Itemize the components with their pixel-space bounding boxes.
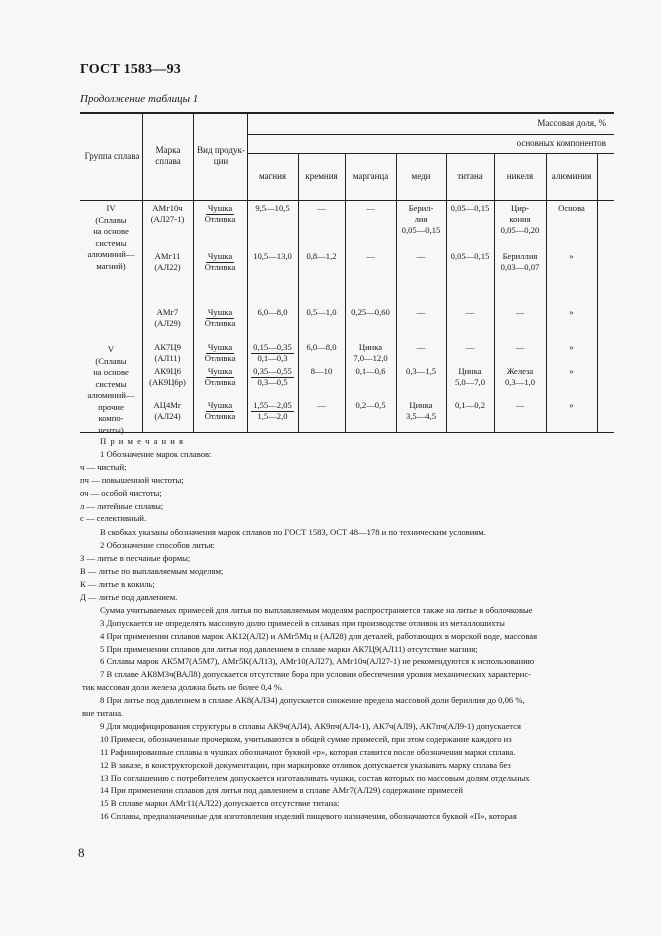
column-divider <box>597 153 598 432</box>
cell-al <box>546 400 597 411</box>
cell-value: — <box>366 251 375 261</box>
group-label-line: системы <box>95 378 127 389</box>
cell-cu <box>396 225 446 236</box>
cell-al <box>546 307 597 318</box>
cell-value: — <box>515 342 525 352</box>
product-kind-label: Чушка <box>207 342 233 352</box>
header-kind: Вид продук-ции <box>197 145 245 166</box>
cell-value: — <box>317 203 326 213</box>
product-kind-label: Отливка <box>204 353 236 363</box>
alloy-mark: (АК9Ц6р) <box>149 377 186 387</box>
note-line: 14 При применении сплавов для литья под давлением в сплаве АМг7(АЛ29) содержание примесей <box>100 785 463 796</box>
cell-ni <box>494 342 546 353</box>
cell-cu <box>396 214 446 225</box>
product-kind-label: Отливка <box>204 262 236 272</box>
alloy-mark: (АЛ24) <box>154 411 181 421</box>
cell-ti <box>446 342 494 353</box>
product-kind <box>193 377 247 388</box>
alloy-mark: АМг10ч <box>152 203 183 213</box>
note-line: 6 Сплавы марок АК5М7(А5М7), АМг5К(АЛ13), АМг10(АЛ27), АМг10ч(АЛ27-1) не рекомендуются к использованию <box>100 656 535 667</box>
note-line: В — литье по выплавляемым моделям; <box>80 566 224 577</box>
group-label-line: компо- <box>98 413 124 423</box>
cell-value: 0,3—0,5 <box>257 377 288 387</box>
cell-ti <box>446 366 494 377</box>
cell-si <box>298 366 345 377</box>
cell-ni <box>494 203 546 214</box>
header-nickel: никеля <box>506 171 534 181</box>
cell-mg <box>247 251 298 262</box>
cell-value: 0,05—0,15 <box>450 251 490 261</box>
cell-ni <box>494 262 546 273</box>
group-label-line: (Сплавы <box>95 355 127 366</box>
cell-ni <box>494 251 546 262</box>
product-kind <box>193 411 247 422</box>
note-line: 1 Обозначение марок сплавов: <box>100 448 212 459</box>
cell-al <box>546 342 597 353</box>
cell-ni <box>494 400 546 411</box>
header-silicon: кремния <box>305 171 338 181</box>
cell-ni <box>494 307 546 318</box>
alloy-mark: АМг7 <box>156 307 179 317</box>
note-line: Д — литье под давлением. <box>80 591 178 602</box>
product-kind <box>193 400 247 412</box>
product-kind-label: Чушка <box>207 251 233 261</box>
header-titanium: титана <box>457 171 483 181</box>
cell-ni <box>494 225 546 236</box>
group-label-line: системы <box>95 237 127 248</box>
cell-si <box>298 400 345 411</box>
header-copper: меди <box>411 171 431 181</box>
product-kind <box>193 307 247 319</box>
cell-value: Цинка <box>409 400 433 410</box>
cell-value: — <box>366 203 375 213</box>
note-line: 10 Примеси, обозначенные прочерком, учитываются в общей сумме примесей, при этом содержание каждого из <box>100 733 512 744</box>
cell-value: 8—10 <box>310 366 333 376</box>
cell-value: Цир- <box>511 203 529 213</box>
cell-cu <box>396 307 446 318</box>
group-label-line: V <box>107 344 115 354</box>
cell-ti <box>446 251 494 262</box>
header-mark: Марка сплава <box>155 145 181 166</box>
cell-value: — <box>465 307 475 317</box>
cell-value: Основа <box>558 203 585 213</box>
cell-cu <box>396 400 446 411</box>
page-number: 8 <box>78 845 85 860</box>
note-line: пч — повышенной чистоты; <box>80 474 184 485</box>
cell-mn <box>345 307 396 318</box>
note-line: 11 Рафинированные сплавы в чушках обозначают буквой «р», которая ставится после обозначения марки сплава. <box>100 746 516 757</box>
product-kind <box>193 342 247 354</box>
cell-cu <box>396 342 446 353</box>
product-kind-label: Отливка <box>204 318 236 328</box>
cell-value: » <box>569 400 574 410</box>
note-line: тик массовая доли железа должна быть не более 0,4 %. <box>82 682 284 693</box>
cell-value: » <box>569 366 574 376</box>
cell-value: — <box>515 307 525 317</box>
cell-value: 5,0—7,0 <box>454 377 486 387</box>
cell-cu <box>396 366 446 377</box>
note-line: 2 Обозначение способов литья: <box>100 540 215 551</box>
note-line: З — литье в песчаные формы; <box>80 553 191 564</box>
cell-mg <box>247 307 298 318</box>
cell-value: 0,1—0,3 <box>257 353 288 363</box>
cell-value: 0,2—0,5 <box>355 400 386 410</box>
cell-value: кония <box>509 214 531 224</box>
cell-value: — <box>416 307 426 317</box>
group-label-line: ненты) <box>98 424 124 435</box>
group-label-line: на основе <box>93 367 129 377</box>
cell-mn <box>345 400 396 411</box>
cell-value: — <box>465 342 475 352</box>
cell-mn <box>345 251 396 262</box>
cell-mn <box>345 366 396 377</box>
cell-value: 0,35—0,55 <box>253 366 292 376</box>
cell-ti <box>446 400 494 411</box>
note-line: оч — особой чистоты; <box>80 487 162 498</box>
cell-value: 0,05—0,20 <box>500 225 540 235</box>
product-kind-label: Чушка <box>207 203 233 213</box>
note-line: 8 При литье под давлением в сплаве АК8(АЛ34) допускается снижение предела массовой доли бериллия до 0,06 %, <box>100 695 525 706</box>
product-kind <box>193 262 247 273</box>
cell-value: » <box>569 251 574 261</box>
cell-value: — <box>416 251 426 261</box>
cell-value: 0,25—0,60 <box>351 307 390 317</box>
cell-value: Железа <box>506 366 534 376</box>
cell-cu <box>396 203 446 214</box>
note-line: 9 Для модифицирования структуры в сплавы АК9ч(АЛ4), АК9пч(АЛ4-1), АК7ч(АЛ9), АК7пч(АЛ9-1) допускается <box>100 720 521 731</box>
header-group: Группа сплава <box>84 150 140 161</box>
cell-value: 0,8—1,2 <box>306 251 337 261</box>
note-line: 12 В заказе, в конструкторской документации, при маркировке отливок допускается указывать марку сплава без <box>100 759 511 770</box>
cell-value: лия <box>414 214 428 224</box>
product-kind <box>193 203 247 215</box>
cell-ni <box>494 377 546 388</box>
note-line: 4 При применении сплавов марок АК12(АЛ2) и АМг5Мц и (АЛ28) для деталей, работающих в морской воде, массовая <box>100 630 538 641</box>
cell-mg <box>247 203 298 214</box>
cell-value: Берил- <box>408 203 434 213</box>
product-kind-label: Чушка <box>207 366 233 376</box>
cell-value: 0,05—0,15 <box>450 203 490 213</box>
cell-mn <box>345 353 396 364</box>
group-label-line: алюминий— <box>87 390 135 400</box>
note-line: В скобках указаны обозначения марок сплавов по ГОСТ 1583, ОСТ 48—178 и по техническим условиям. <box>100 527 486 538</box>
cell-ni <box>494 366 546 377</box>
cell-mn <box>345 203 396 214</box>
cell-ti <box>446 203 494 214</box>
alloy-mark: АК7Ц9 <box>154 342 181 352</box>
cell-value: 0,1—0,6 <box>355 366 386 376</box>
group-label-line: IV <box>106 203 116 213</box>
table-continuation-caption: Продолжение таблицы 1 <box>80 93 199 105</box>
group-label-line: прочие <box>98 401 124 412</box>
alloy-mark: (АЛ22) <box>154 262 181 272</box>
product-kind <box>193 214 247 225</box>
cell-si <box>298 342 345 353</box>
header-base-components: основных компонентов <box>516 138 606 148</box>
note-line: 3 Допускается не определять массовую долю примесей в сплавах при производстве отливок из металлошихты <box>100 617 505 628</box>
cell-mg <box>247 342 298 354</box>
note-line: К — литье в кокиль; <box>80 579 155 589</box>
product-kind-label: Отливка <box>204 377 236 387</box>
table-bottom-rule <box>80 432 614 433</box>
cell-value: 6,0—8,0 <box>306 342 337 352</box>
cell-value: Цинка <box>458 366 482 376</box>
cell-si <box>298 203 345 214</box>
cell-value: Цинка <box>358 342 383 352</box>
cell-value: — <box>515 400 525 410</box>
note-line: ч — чистый; <box>80 461 127 472</box>
cell-ni <box>494 214 546 225</box>
alloy-mark: АК9Ц6 <box>154 366 181 376</box>
product-kind-label: Отливка <box>204 411 236 421</box>
product-kind-label: Отливка <box>204 214 236 224</box>
cell-si <box>298 307 345 318</box>
cell-value: 3,5—4,5 <box>405 411 437 421</box>
cell-value: 0,03—0,07 <box>500 262 540 272</box>
product-kind-label: Чушка <box>207 400 233 410</box>
note-line: 13 По соглашению с потребителем допускается изготавливать чушки, состав которых по массовым долям отдельных <box>100 772 530 783</box>
cell-value: 0,1—0,2 <box>454 400 486 410</box>
table-header-rule <box>80 200 614 201</box>
cell-value: » <box>569 342 574 352</box>
cell-value: 1,55—2,05 <box>253 400 292 410</box>
cell-value: 10,5—13,0 <box>253 251 292 261</box>
cell-mg <box>247 377 298 388</box>
cell-value: 0,3—1,5 <box>405 366 437 376</box>
note-line: 5 При применении сплавов для литья под давлением в сплаве марки АК7Ц9(АЛ11) отсутствие магния; <box>100 643 478 654</box>
product-kind <box>193 366 247 378</box>
cell-value: 0,05—0,15 <box>401 225 441 235</box>
group-label-line: магний) <box>96 260 126 271</box>
group-label-line: на основе <box>93 226 129 236</box>
note-line: 15 В сплаве марки АМг11(АЛ22) допускается отсутствие титана: <box>100 798 340 809</box>
cell-ti <box>446 307 494 318</box>
note-line: вне титана. <box>82 708 124 718</box>
cell-value: 0,5—1,0 <box>306 307 337 317</box>
cell-value: 1,5—2,0 <box>257 411 288 421</box>
cell-mg <box>247 411 298 422</box>
cell-value: — <box>317 400 326 410</box>
alloy-mark: (АЛ27-1) <box>150 214 185 224</box>
product-kind <box>193 353 247 364</box>
cell-si <box>298 251 345 262</box>
header-aluminium: алюминия <box>551 171 592 181</box>
cell-ti <box>446 377 494 388</box>
cell-al <box>546 366 597 377</box>
cell-value: 9,5—10,5 <box>255 203 290 213</box>
cell-cu <box>396 411 446 422</box>
cell-mn <box>345 342 396 353</box>
cell-value: 7,0—12,0 <box>353 353 388 363</box>
note-line: л — литейные сплавы; <box>80 500 164 511</box>
cell-al <box>546 203 597 214</box>
header-magnesium: магния <box>258 171 287 181</box>
cell-mg <box>247 400 298 412</box>
cell-value: 6,0—8,0 <box>257 307 288 317</box>
cell-mg <box>247 353 298 364</box>
note-line: 7 В сплаве АК8М3ч(ВАЛ8) допускается отсутствие бора при условии обеспечения уровня механических характерис- <box>100 669 532 680</box>
note-line: с — селективный. <box>80 513 147 524</box>
product-kind <box>193 251 247 263</box>
note-line: Сумма учитываемых примесей для литья по выплавляемым моделям распространяется также на литье в оболочковые <box>100 604 533 615</box>
header-manganese: марганца <box>352 171 389 181</box>
cell-value: Бериллия <box>502 251 538 261</box>
cell-mg <box>247 366 298 378</box>
cell-value: 0,15—0,35 <box>253 342 292 352</box>
alloy-mark: (АЛ29) <box>154 318 181 328</box>
group-label-line: алюминий— <box>87 249 135 259</box>
alloy-mark: (АЛ11) <box>154 353 181 363</box>
product-kind <box>193 318 247 329</box>
alloy-mark: АЦ4Мг <box>153 400 182 410</box>
cell-value: — <box>416 342 426 352</box>
document-header: ГОСТ 1583—93 <box>80 62 181 77</box>
cell-al <box>546 251 597 262</box>
cell-value: » <box>569 307 574 317</box>
cell-value: 0,3—1,0 <box>504 377 536 387</box>
notes-title: П р и м е ч а н и я <box>100 436 184 446</box>
alloy-mark: АМг11 <box>154 251 181 261</box>
group-label-line: (Сплавы <box>95 214 127 225</box>
header-mass-fraction: Массовая доля, % <box>537 117 606 128</box>
product-kind-label: Чушка <box>207 307 233 317</box>
note-line: 16 Сплавы, предназначенные для изготовления изделий пищевого назначения, обозначаются буквой «П», которая <box>100 811 517 822</box>
cell-cu <box>396 251 446 262</box>
